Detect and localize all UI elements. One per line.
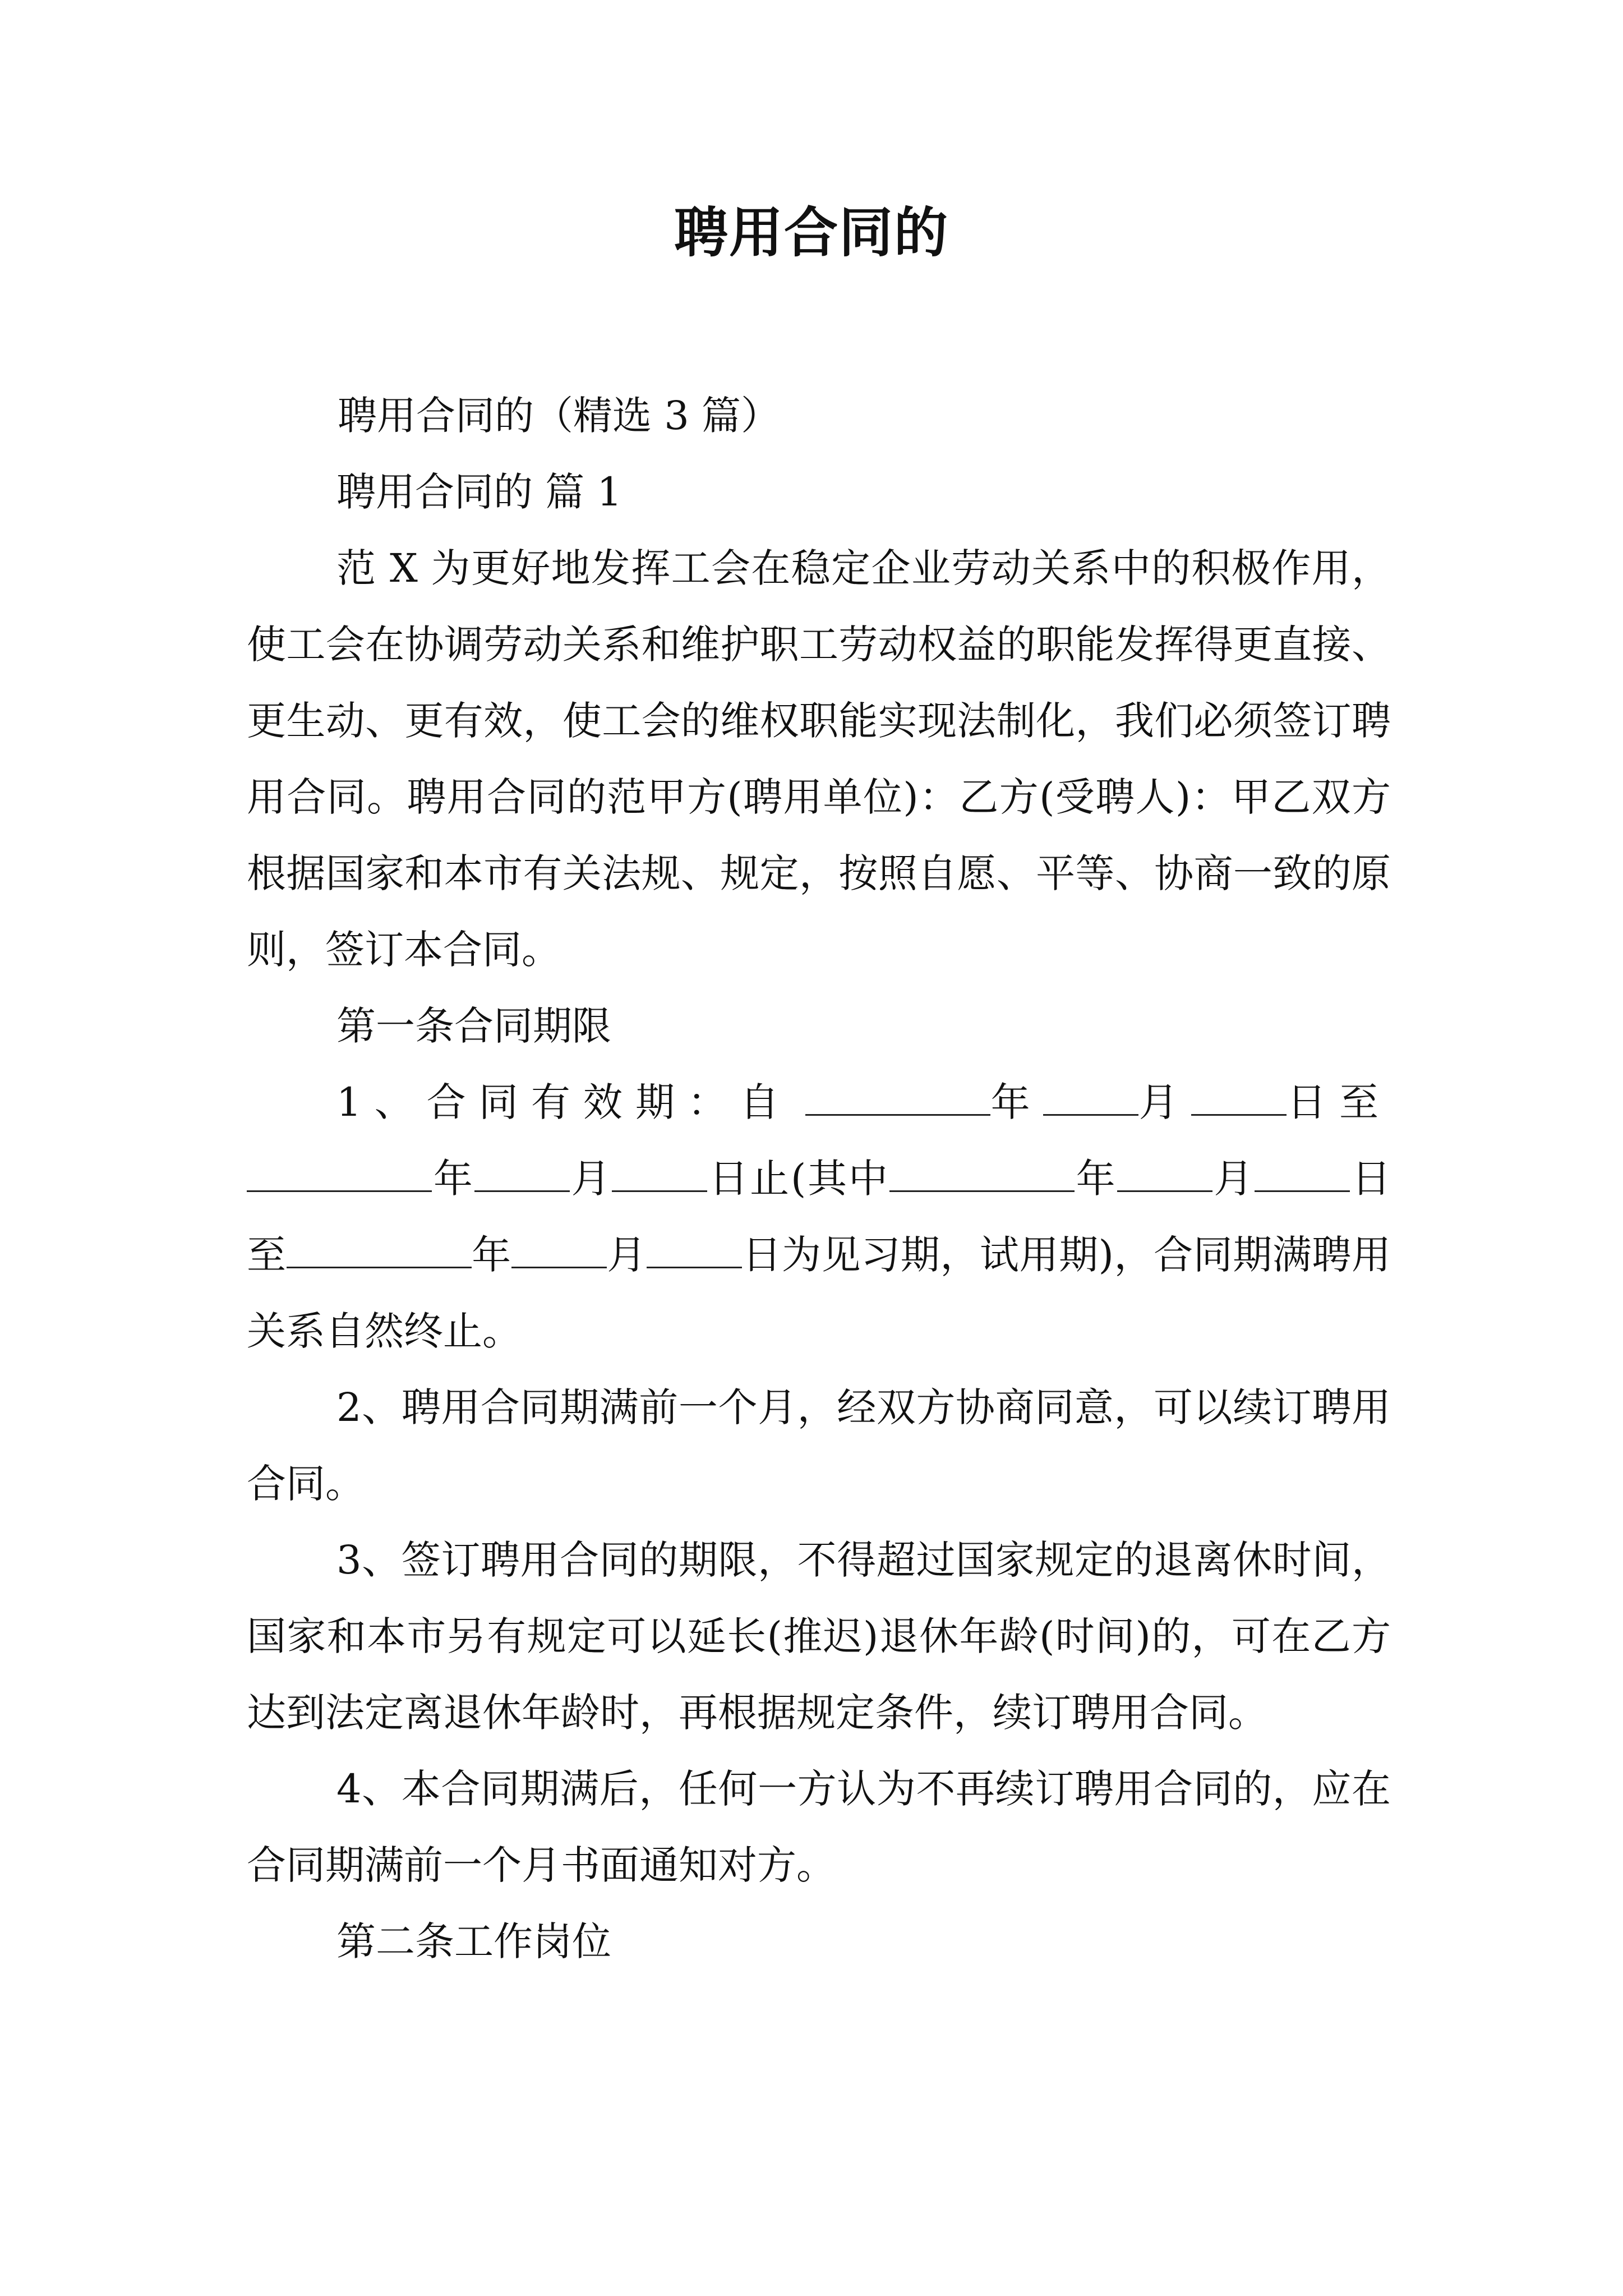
start-day-blank <box>1191 1079 1287 1116</box>
paragraph-contract-period <box>247 1064 1391 1369</box>
month-label-2: 月 <box>569 1156 612 1202</box>
end-month-blank <box>474 1156 570 1192</box>
paragraph-intro: 范 X 为更好地发挥工会在稳定企业劳动关系中的积极作用，使工会在协调劳动关系和维护职工劳动权益的职能发挥得更直接、更生动、更有效，使工会的维权职能实现法制化，我们必须签订聘用合同。聘用合同的范甲方(聘用单位)：乙方(受聘人)：甲乙双方根据国家和本市有关法规、规定，按照自愿、平等、协商一致的原则，签订本合同。 <box>247 545 1391 973</box>
document-body <box>247 378 1391 1980</box>
probation-start-day-blank <box>1255 1156 1350 1192</box>
document-title: 聘用合同的 <box>674 201 949 264</box>
paragraph-subtitle: 聘用合同的（精选 3 篇） <box>338 393 781 439</box>
month-label-4: 月 <box>606 1232 647 1278</box>
paragraph-renewal: 2、聘用合同期满前一个月，经双方协商同意，可以续订聘用合同。 <box>247 1384 1391 1507</box>
paragraph-article-2-heading: 第二条工作岗位 <box>336 1918 611 1964</box>
paragraph-section-title: 聘用合同的 篇 1 <box>336 469 623 515</box>
year-label-3: 年 <box>1074 1156 1117 1202</box>
contract-period-tail: 日为见习期，试用期)，合同期满聘用关系自然终止。 <box>247 1232 1391 1354</box>
year-label-2: 年 <box>432 1156 474 1202</box>
to-label: 至 <box>247 1232 287 1278</box>
day-to-label: 日至 <box>1286 1079 1391 1125</box>
day-end-label: 日止(其中 <box>707 1156 889 1202</box>
paragraph-article-1-heading: 第一条合同期限 <box>336 1003 611 1049</box>
probation-end-day-blank <box>647 1232 742 1268</box>
paragraph-term-limit: 3、签订聘用合同的期限，不得超过国家规定的退离休时间，国家和本市另有规定可以延长(推迟)退休年龄(时间)的，可在乙方达到法定离退休年龄时，再根据规定条件，续订聘用合同。 <box>247 1537 1391 1736</box>
probation-end-month-blank <box>511 1232 607 1268</box>
start-year-blank <box>805 1079 990 1116</box>
start-month-blank <box>1043 1079 1138 1116</box>
year-label-4: 年 <box>471 1232 511 1278</box>
end-day-blank <box>612 1156 707 1192</box>
end-year-blank <box>247 1156 432 1192</box>
month-label: 月 <box>1138 1079 1191 1125</box>
probation-start-month-blank <box>1117 1156 1212 1192</box>
contract-period-lead: 1、合同有效期：自 <box>336 1079 792 1125</box>
day-label: 日 <box>1350 1156 1391 1202</box>
paragraph-expiry-notice: 4、本合同期满后，任何一方认为不再续订聘用合同的，应在合同期满前一个月书面通知对方。 <box>247 1766 1391 1888</box>
month-label-3: 月 <box>1212 1156 1255 1202</box>
probation-end-year-blank <box>287 1232 472 1268</box>
probation-start-year-blank <box>889 1156 1075 1192</box>
year-label: 年 <box>990 1079 1043 1125</box>
